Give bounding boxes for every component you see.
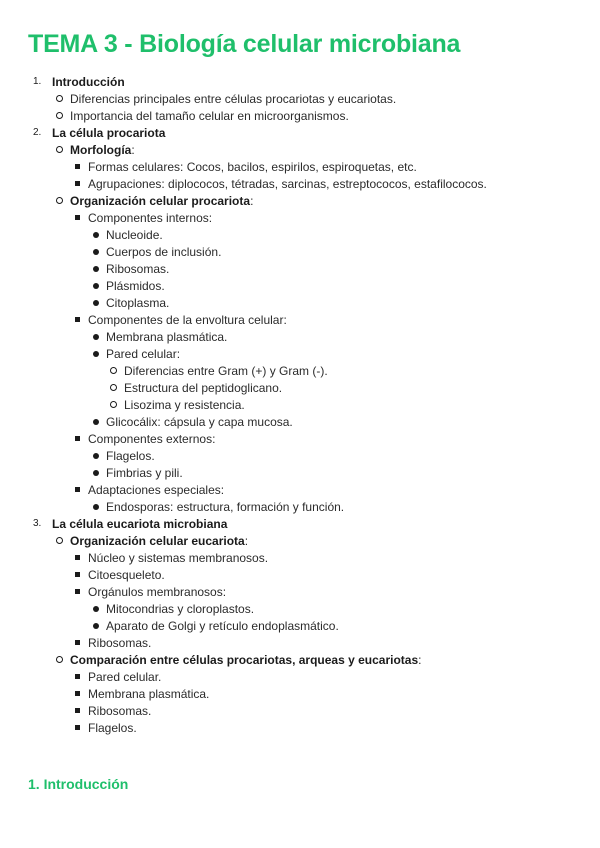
- square-bullet-icon: [75, 640, 80, 645]
- circle-bullet-icon: [56, 146, 63, 153]
- dot-bullet-icon: [93, 470, 99, 476]
- square-bullet-icon: [75, 164, 80, 169]
- dot-bullet-icon: [93, 334, 99, 340]
- list-item: Aparato de Golgi y retículo endoplasmático.: [106, 619, 339, 633]
- circle-bullet-icon: [110, 401, 117, 408]
- square-bullet-icon: [75, 436, 80, 441]
- dot-bullet-icon: [93, 249, 99, 255]
- outline-number: 1.: [33, 76, 42, 87]
- circle-bullet-icon: [56, 537, 63, 544]
- list-item: Citoplasma.: [106, 296, 170, 310]
- circle-bullet-icon: [110, 384, 117, 391]
- circle-bullet-icon: [56, 112, 63, 119]
- list-item: Componentes externos:: [88, 432, 216, 446]
- dot-bullet-icon: [93, 300, 99, 306]
- list-item: Fimbrias y pili.: [106, 466, 183, 480]
- list-item: Pared celular:: [106, 347, 181, 361]
- dot-bullet-icon: [93, 623, 99, 629]
- list-item: Componentes internos:: [88, 211, 213, 225]
- list-item: Diferencias entre Gram (+) y Gram (-).: [124, 364, 328, 378]
- list-item: Flagelos.: [106, 449, 155, 463]
- list-item: Orgánulos membranosos:: [88, 585, 227, 599]
- list-item: Estructura del peptidoglicano.: [124, 381, 283, 395]
- list-item: Mitocondrias y cloroplastos.: [106, 602, 255, 616]
- list-item: Agrupaciones: diplococos, tétradas, sarcinas, estreptococos, estafilococos.: [88, 177, 487, 191]
- square-bullet-icon: [75, 181, 80, 186]
- square-bullet-icon: [75, 555, 80, 560]
- dot-bullet-icon: [93, 232, 99, 238]
- dot-bullet-icon: [93, 453, 99, 459]
- outline-heading-celula-eucariota: La célula eucariota microbiana: [52, 517, 228, 531]
- list-item: Nucleoide.: [106, 228, 163, 242]
- outline-heading-celula-procariota: La célula procariota: [52, 126, 166, 140]
- outline-heading-introduccion: Introducción: [52, 75, 125, 89]
- dot-bullet-icon: [93, 266, 99, 272]
- circle-bullet-icon: [110, 367, 117, 374]
- list-item: Plásmidos.: [106, 279, 165, 293]
- list-item: Flagelos.: [88, 721, 137, 735]
- section-heading-introduccion: 1. Introducción: [28, 776, 129, 792]
- list-item: Adaptaciones especiales:: [88, 483, 225, 497]
- square-bullet-icon: [75, 317, 80, 322]
- square-bullet-icon: [75, 572, 80, 577]
- square-bullet-icon: [75, 589, 80, 594]
- square-bullet-icon: [75, 674, 80, 679]
- list-item: Membrana plasmática.: [88, 687, 210, 701]
- list-item-organizacion-eucariota: Organización celular eucariota:: [70, 534, 249, 548]
- circle-bullet-icon: [56, 656, 63, 663]
- list-item: Núcleo y sistemas membranosos.: [88, 551, 269, 565]
- list-item-morfologia: Morfología:: [70, 143, 135, 157]
- list-item-organizacion-procariota: Organización celular procariota:: [70, 194, 254, 208]
- list-item: Ribosomas.: [106, 262, 170, 276]
- list-item: Lisozima y resistencia.: [124, 398, 245, 412]
- square-bullet-icon: [75, 487, 80, 492]
- square-bullet-icon: [75, 725, 80, 730]
- dot-bullet-icon: [93, 419, 99, 425]
- outline-number: 3.: [33, 518, 42, 529]
- list-item: Citoesqueleto.: [88, 568, 165, 582]
- square-bullet-icon: [75, 215, 80, 220]
- document-title: TEMA 3 - Biología celular microbiana: [28, 30, 461, 58]
- list-item: Endosporas: estructura, formación y función.: [106, 500, 345, 514]
- list-item: Cuerpos de inclusión.: [106, 245, 222, 259]
- list-item: Componentes de la envoltura celular:: [88, 313, 287, 327]
- square-bullet-icon: [75, 708, 80, 713]
- list-item: Ribosomas.: [88, 704, 152, 718]
- circle-bullet-icon: [56, 95, 63, 102]
- list-item: Pared celular.: [88, 670, 162, 684]
- list-item: Glicocálix: cápsula y capa mucosa.: [106, 415, 293, 429]
- dot-bullet-icon: [93, 606, 99, 612]
- outline-number: 2.: [33, 127, 42, 138]
- list-item: Diferencias principales entre células procariotas y eucariotas.: [70, 92, 397, 106]
- list-item: Importancia del tamaño celular en microorganismos.: [70, 109, 349, 123]
- dot-bullet-icon: [93, 351, 99, 357]
- list-item: Formas celulares: Cocos, bacilos, espirilos, espiroquetas, etc.: [88, 160, 417, 174]
- square-bullet-icon: [75, 691, 80, 696]
- list-item-comparacion: Comparación entre células procariotas, arqueas y eucariotas:: [70, 653, 422, 667]
- list-item: Ribosomas.: [88, 636, 152, 650]
- list-item: Membrana plasmática.: [106, 330, 228, 344]
- dot-bullet-icon: [93, 283, 99, 289]
- circle-bullet-icon: [56, 197, 63, 204]
- dot-bullet-icon: [93, 504, 99, 510]
